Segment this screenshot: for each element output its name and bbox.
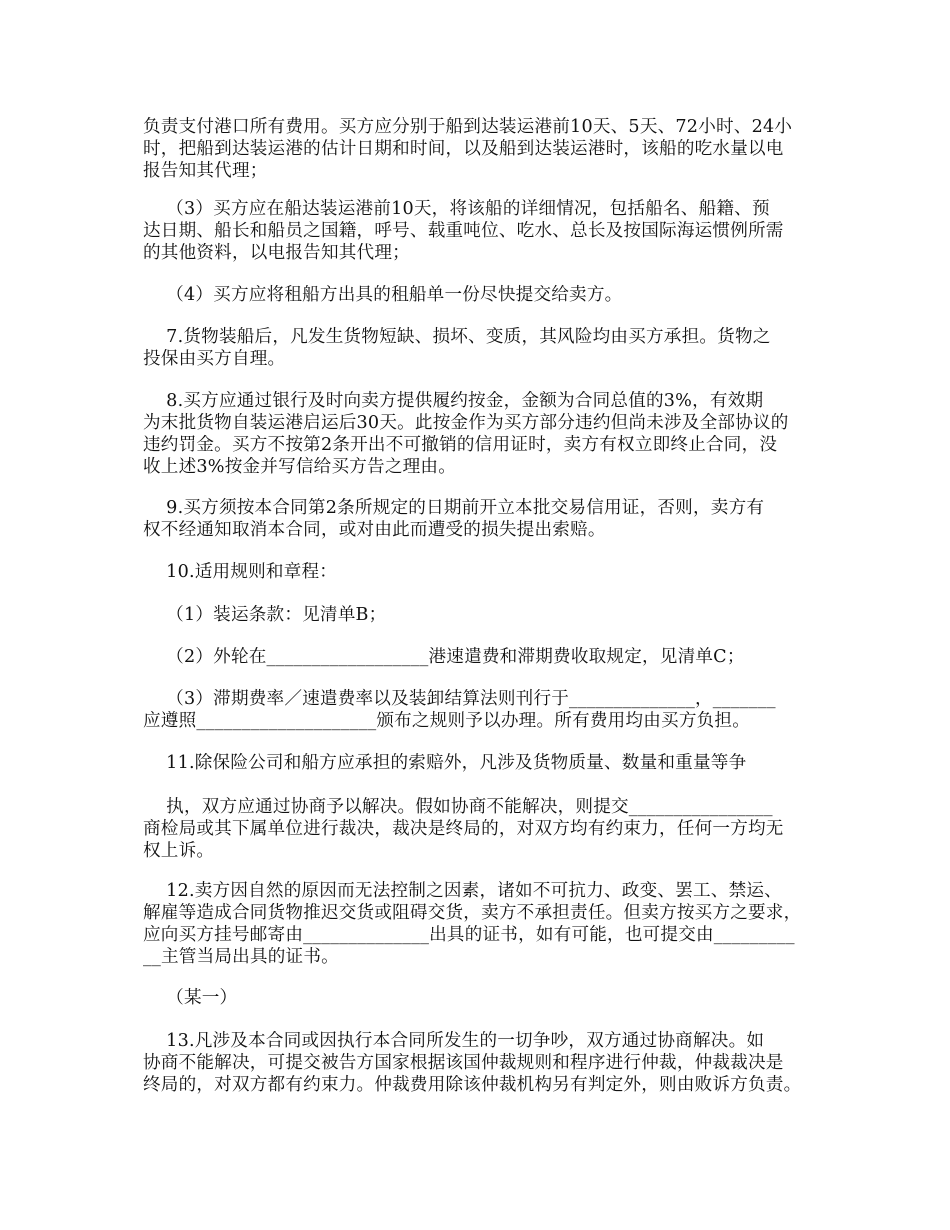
paragraph-clause-11	[143, 752, 821, 774]
text-line: 负责支付港口所有费用。买方应分别于船到达装运港前10天、5天、72小时、24小	[143, 117, 793, 137]
paragraph-clause-12	[143, 880, 821, 968]
paragraph-clause-10-3	[143, 688, 821, 732]
text-line: 违约罚金。买方不按第2条开出不可撤销的信用证时，卖方有权立即终止合同，没	[143, 435, 778, 455]
text-line: 投保由买方自理。	[143, 349, 286, 369]
text-line: 解雇等造成合同货物推迟交货或阻碍交货，卖方不承担责任。但卖方按买方之要求，	[143, 903, 802, 923]
text-line: （某一）	[143, 988, 238, 1008]
text-line: 8.买方应通过银行及时向卖方提供履约按金，金额为合同总值的3%，有效期	[143, 391, 764, 411]
text-line: （4）买方应将租船方出具的租船单一份尽快提交给卖方。	[143, 285, 623, 305]
text-line: 执，双方应通过协商予以解决。假如协商不能解决，则提交________________	[143, 797, 773, 817]
text-line: （3）买方应在船达装运港前10天，将该船的详细情况，包括船名、船籍、预	[143, 199, 770, 219]
text-line: 10.适用规则和章程：	[143, 562, 338, 582]
text-line: （2）外轮在__________________港速遣费和滞期费收取规定，见清单C；	[143, 647, 745, 667]
paragraph-clause-9	[143, 497, 821, 541]
text-line: 达日期、船长和船员之国籍，呼号、载重吨位、吃水、总长及按国际海运惯例所需	[143, 221, 784, 241]
text-line: （3）滞期费率／速遣费率以及装卸结算法则刊行于______________，_______	[143, 689, 776, 709]
text-line: 7.货物装船后，凡发生货物短缺、损坏、变质，其风险均由买方承担。货物之	[143, 327, 771, 347]
paragraph-clause-13	[143, 1030, 821, 1096]
text-line: （1）装运条款：见清单B；	[143, 605, 387, 625]
text-line: 应遵照____________________颁布之规则予以办理。所有费用均由买方负担。	[143, 711, 750, 731]
text-line: 应向买方挂号邮寄由______________出具的证书，如有可能，也可提交由_________	[143, 925, 795, 945]
text-line: 12.卖方因自然的原因而无法控制之因素，诸如不可抗力、政变、罢工、禁运、	[143, 881, 782, 901]
text-line: __主管当局出具的证书。	[143, 947, 339, 967]
text-line: 时，把船到达装运港的估计日期和时间，以及船到达装运港时，该船的吃水量以电	[143, 139, 784, 159]
paragraph-port-fees	[143, 116, 821, 182]
paragraph-clause-10	[143, 561, 821, 583]
text-line: 商检局或其下属单位进行裁决，裁决是终局的，对双方均有约束力，任何一方均无	[143, 819, 784, 839]
text-line: 权上诉。	[143, 841, 215, 861]
text-line: 收上述3%按金并写信给买方告之理由。	[143, 457, 457, 477]
paragraph-option-heading	[143, 987, 821, 1009]
text-line: 权不经通知取消本合同，或对由此而遭受的损失提出索赔。	[143, 520, 606, 540]
paragraph-clause-10-1	[143, 604, 821, 626]
text-line: 13.凡涉及本合同或因执行本合同所发生的一切争吵，双方通过协商解决。如	[143, 1031, 765, 1051]
text-line: 为末批货物自装运港启运后30天。此按金作为买方部分违约但尚未涉及全部协议的	[143, 413, 789, 433]
text-line: 11.除保险公司和船方应承担的索赔外，凡涉及货物质量、数量和重量等争	[143, 753, 747, 773]
text-line: 协商不能解决，可提交被告方国家根据该国仲裁规则和程序进行仲裁，仲裁裁决是	[143, 1053, 784, 1073]
paragraph-clause-6-4	[143, 284, 821, 306]
text-line: 的其他资料，以电报告知其代理；	[143, 243, 410, 263]
paragraph-clause-8	[143, 390, 821, 478]
paragraph-clause-7	[143, 326, 821, 370]
text-line: 终局的，对双方都有约束力。仲裁费用除该仲裁机构另有判定外，则由败诉方负责。	[143, 1075, 802, 1095]
paragraph-clause-11-cont	[143, 796, 821, 862]
paragraph-clause-6-3	[143, 198, 821, 264]
paragraph-clause-10-2	[143, 646, 821, 668]
text-line: 9.买方须按本合同第2条所规定的日期前开立本批交易信用证，否则，卖方有	[143, 498, 765, 518]
text-line: 报告知其代理；	[143, 161, 268, 181]
